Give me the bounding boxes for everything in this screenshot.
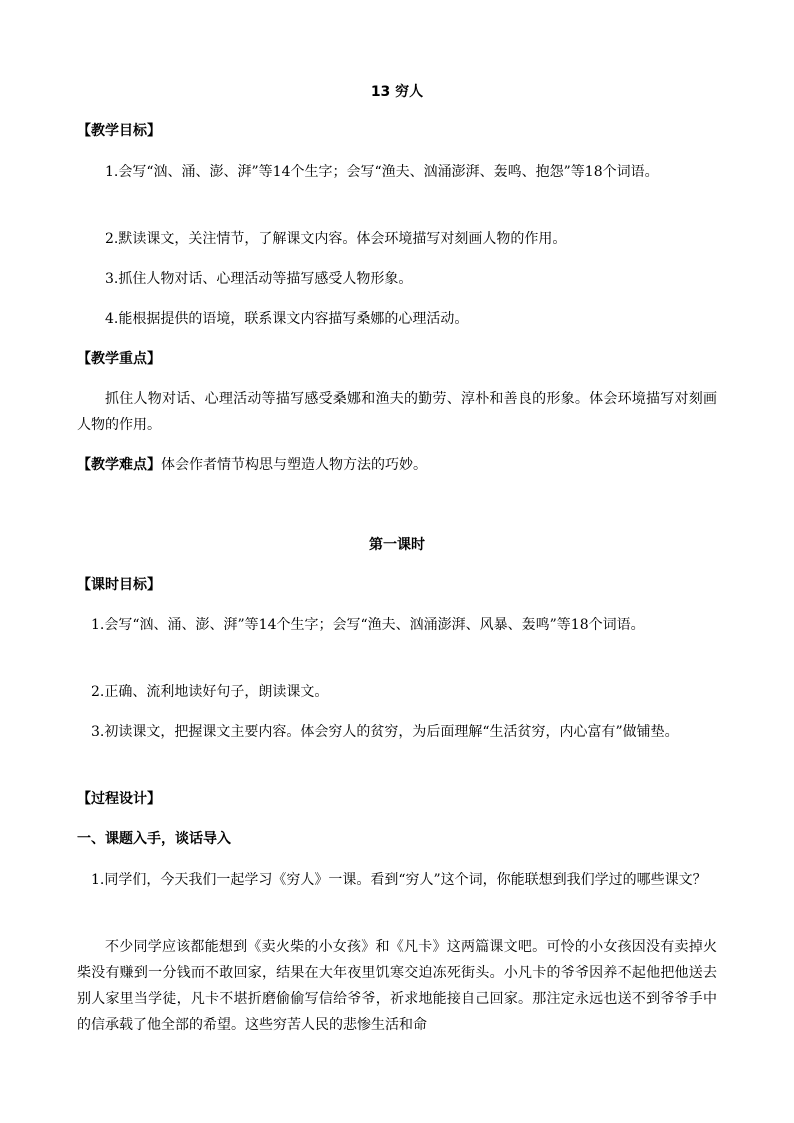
difficulty-line [77, 452, 427, 478]
process-heading: 【过程设计】 [77, 791, 161, 807]
step1-question: 1.同学们，今天我们一起学习《穷人》一课。看到“穷人”这个词，你能联想到我们学过的哪些课文？ [91, 872, 707, 888]
teaching-goal-1: 1.会写“汹、涌、澎、湃”等14个生字；会写“渔夫、汹涌澎湃、轰鸣、抱怨”等18个词语。 [105, 164, 659, 180]
teaching-goal-4: 4.能根据提供的语境，联系课文内容描写桑娜的心理活动。 [105, 311, 469, 327]
lesson-goal-3: 3.初读课文，把握课文主要内容。体会穷人的贫穷，为后面理解“生活贫穷，内心富有”做铺垫。 [91, 724, 679, 740]
teaching-goal-3: 3.抓住人物对话、心理活动等描写感受人物形象。 [105, 271, 413, 287]
lesson1-heading: 第一课时 [369, 537, 425, 553]
step1-heading: 一、课题入手，谈话导入 [77, 831, 231, 847]
difficulty-text: 体会作者情节构思与塑造人物方法的巧妙。 [161, 457, 427, 473]
key-points-heading: 【教学重点】 [77, 351, 161, 367]
lesson-goals-heading: 【课时目标】 [77, 577, 161, 593]
difficulty-heading: 【教学难点】 [77, 457, 161, 473]
lesson-goal-1: 1.会写“汹、涌、澎、湃”等14个生字；会写“渔夫、汹涌澎湃、风暴、轰鸣”等18个词语。 [91, 617, 645, 633]
teaching-goal-2: 2.默读课文，关注情节，了解课文内容。体会环境描写对刻画人物的作用。 [105, 231, 567, 247]
step1-text: 不少同学应该都能想到《卖火柴的小女孩》和《凡卡》这两篇课文吧。可怜的小女孩因没有卖掉火柴没有赚到一分钱而不敢回家，结果在大年夜里饥寒交迫冻死街头。小凡卡的爷爷因养不起他把他送去别人家里当学徒，凡卡不堪折磨偷偷写信给爷爷，祈求地能接自己回家。那注定永远也送不到爷爷手中的信承载了他全部的希望。这些穷苦人民的悲惨生活和命 [77, 939, 717, 1033]
key-points-text: 抓住人物对话、心理活动等描写感受桑娜和渔夫的勤劳、淳朴和善良的形象。体会环境描写对刻画人物的作用。 [77, 391, 717, 433]
lesson-goal-2: 2.正确、流利地读好句子，朗读课文。 [91, 684, 329, 700]
teaching-goals-heading: 【教学目标】 [77, 123, 161, 139]
document-title: 13 穷人 [370, 84, 424, 100]
